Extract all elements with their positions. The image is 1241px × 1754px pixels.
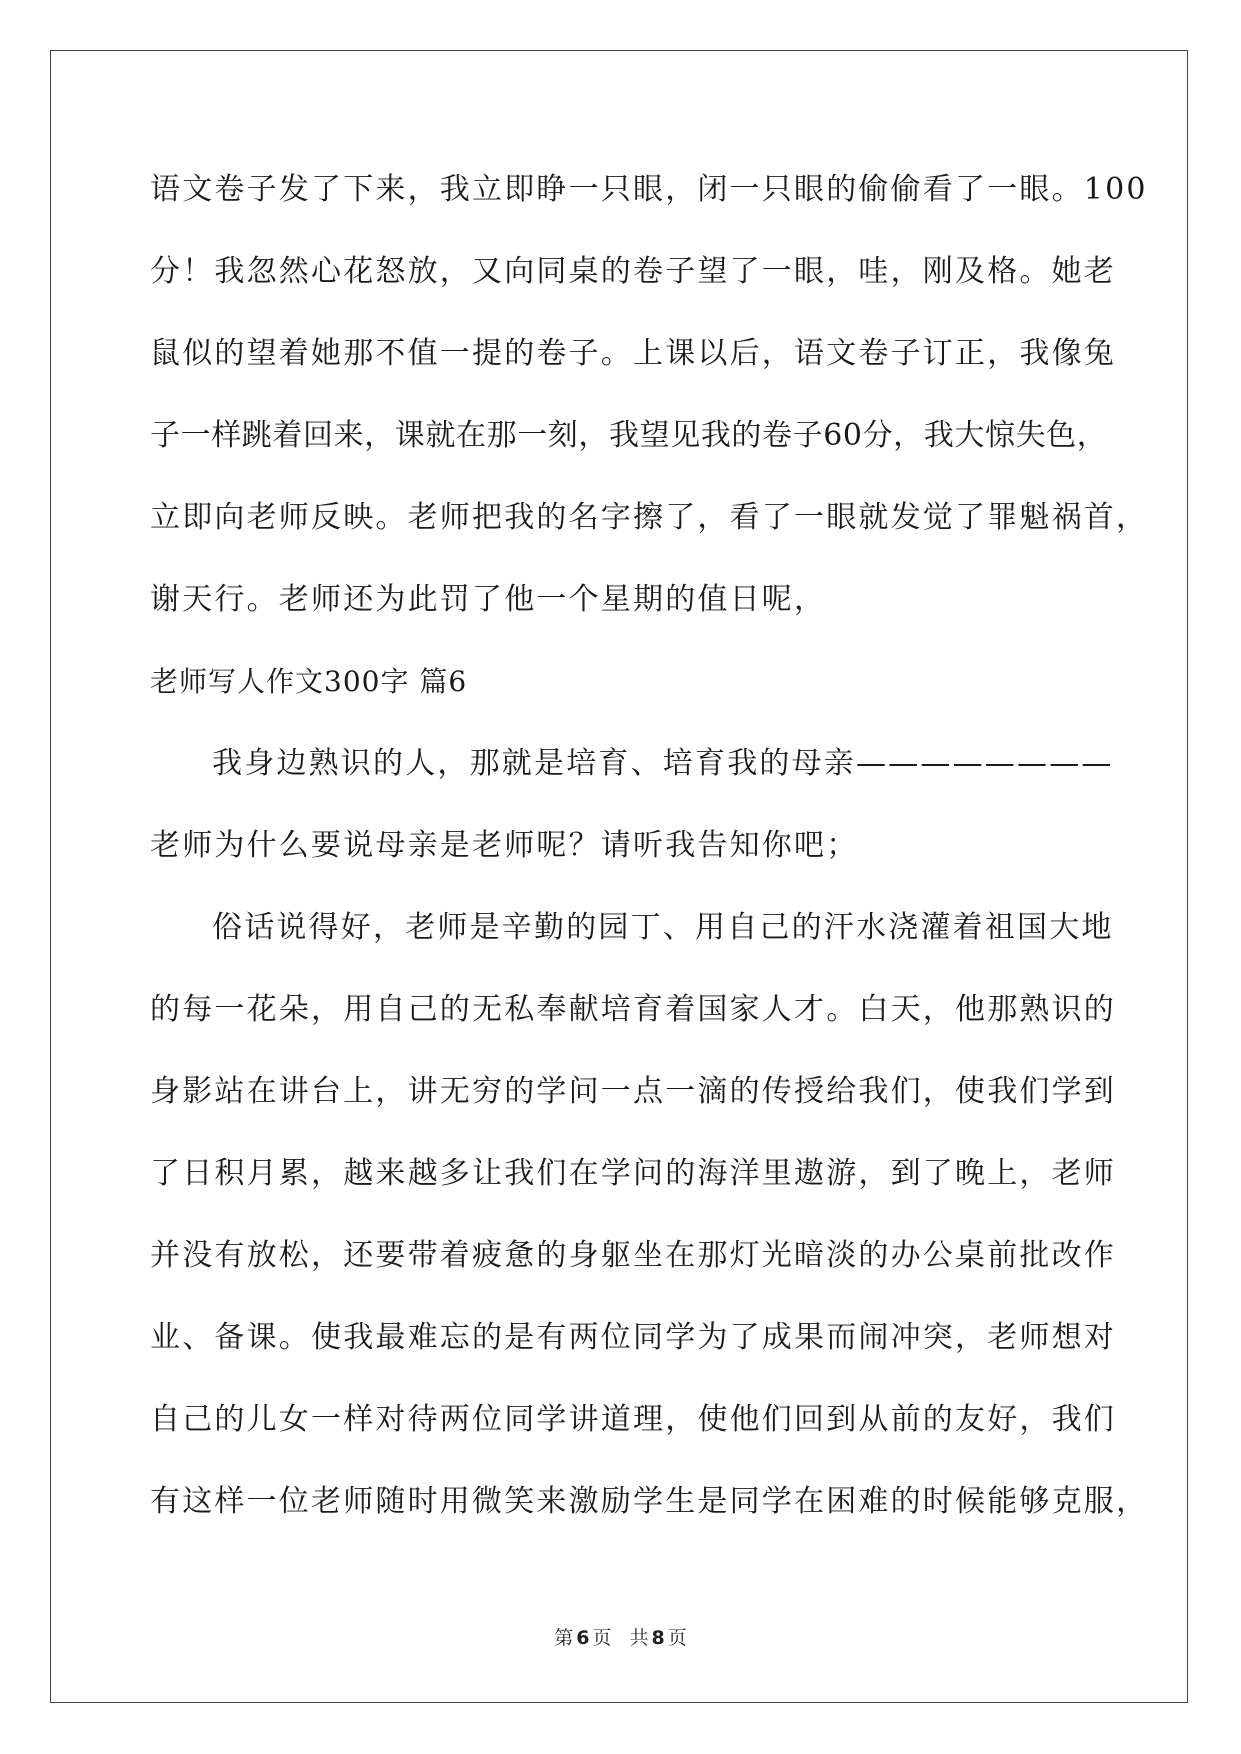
paragraph-line: 有这样一位老师随时用微笑来激励学生是同学在困难的时候能够克服，: [150, 1484, 1149, 1519]
paragraph-line: 谢天行。老师还为此罚了他一个星期的值日呢，: [150, 582, 827, 617]
page-suffix: 页: [592, 1627, 612, 1649]
paragraph-line: 子一样跳着回来，课就在那一刻，我望见我的卷子60分，我大惊失色，: [150, 418, 1108, 453]
paragraph-line: 身影站在讲台上，讲无穷的学问一点一滴的传授给我们，使我们学到: [150, 1074, 1116, 1109]
paragraph-line: 并没有放松，还要带着疲惫的身躯坐在那灯光暗淡的办公桌前批改作: [150, 1238, 1116, 1273]
section-heading: 老师写人作文300字 篇6: [150, 665, 468, 698]
paragraph-line: 俗话说得好，老师是辛勤的园丁、用自己的汗水浇灌着祖国大地: [212, 910, 1114, 945]
paragraph-line: 鼠似的望着她那不值一提的卷子。上课以后，语文卷子订正，我像兔: [150, 336, 1116, 371]
paragraph-line: 的每一花朵，用自己的无私奉献培育着国家人才。白天，他那熟识的: [150, 992, 1116, 1027]
document-body: [150, 160, 1149, 1554]
total-prefix: 共: [629, 1627, 649, 1649]
paragraph-line: 我身边熟识的人，那就是培育、培育我的母亲————————: [212, 746, 1114, 781]
paragraph-line: 自己的儿女一样对待两位同学讲道理，使他们回到从前的友好，我们: [150, 1402, 1116, 1437]
paragraph-line: 业、备课。使我最难忘的是有两位同学为了成果而闹冲突，老师想对: [150, 1320, 1116, 1355]
total-page-number: 8: [651, 1627, 665, 1649]
paragraph-line: 了日积月累，越来越多让我们在学问的海洋里遨游，到了晚上，老师: [150, 1156, 1116, 1191]
paragraph-line: 立即向老师反映。老师把我的名字擦了，看了一眼就发觉了罪魁祸首，: [150, 500, 1149, 535]
current-page-number: 6: [576, 1627, 590, 1649]
paragraph-line: 分！我忽然心花怒放，又向同桌的卷子望了一眼，哇，刚及格。她老: [150, 254, 1116, 289]
page-prefix: 第: [554, 1627, 574, 1649]
total-suffix: 页: [667, 1627, 687, 1649]
paragraph-line: 语文卷子发了下来，我立即睁一只眼，闭一只眼的偷偷看了一眼。100: [150, 172, 1148, 207]
page-footer: [0, 1623, 1241, 1650]
paragraph-line: 老师为什么要说母亲是老师呢？请听我告知你吧；: [150, 828, 859, 863]
